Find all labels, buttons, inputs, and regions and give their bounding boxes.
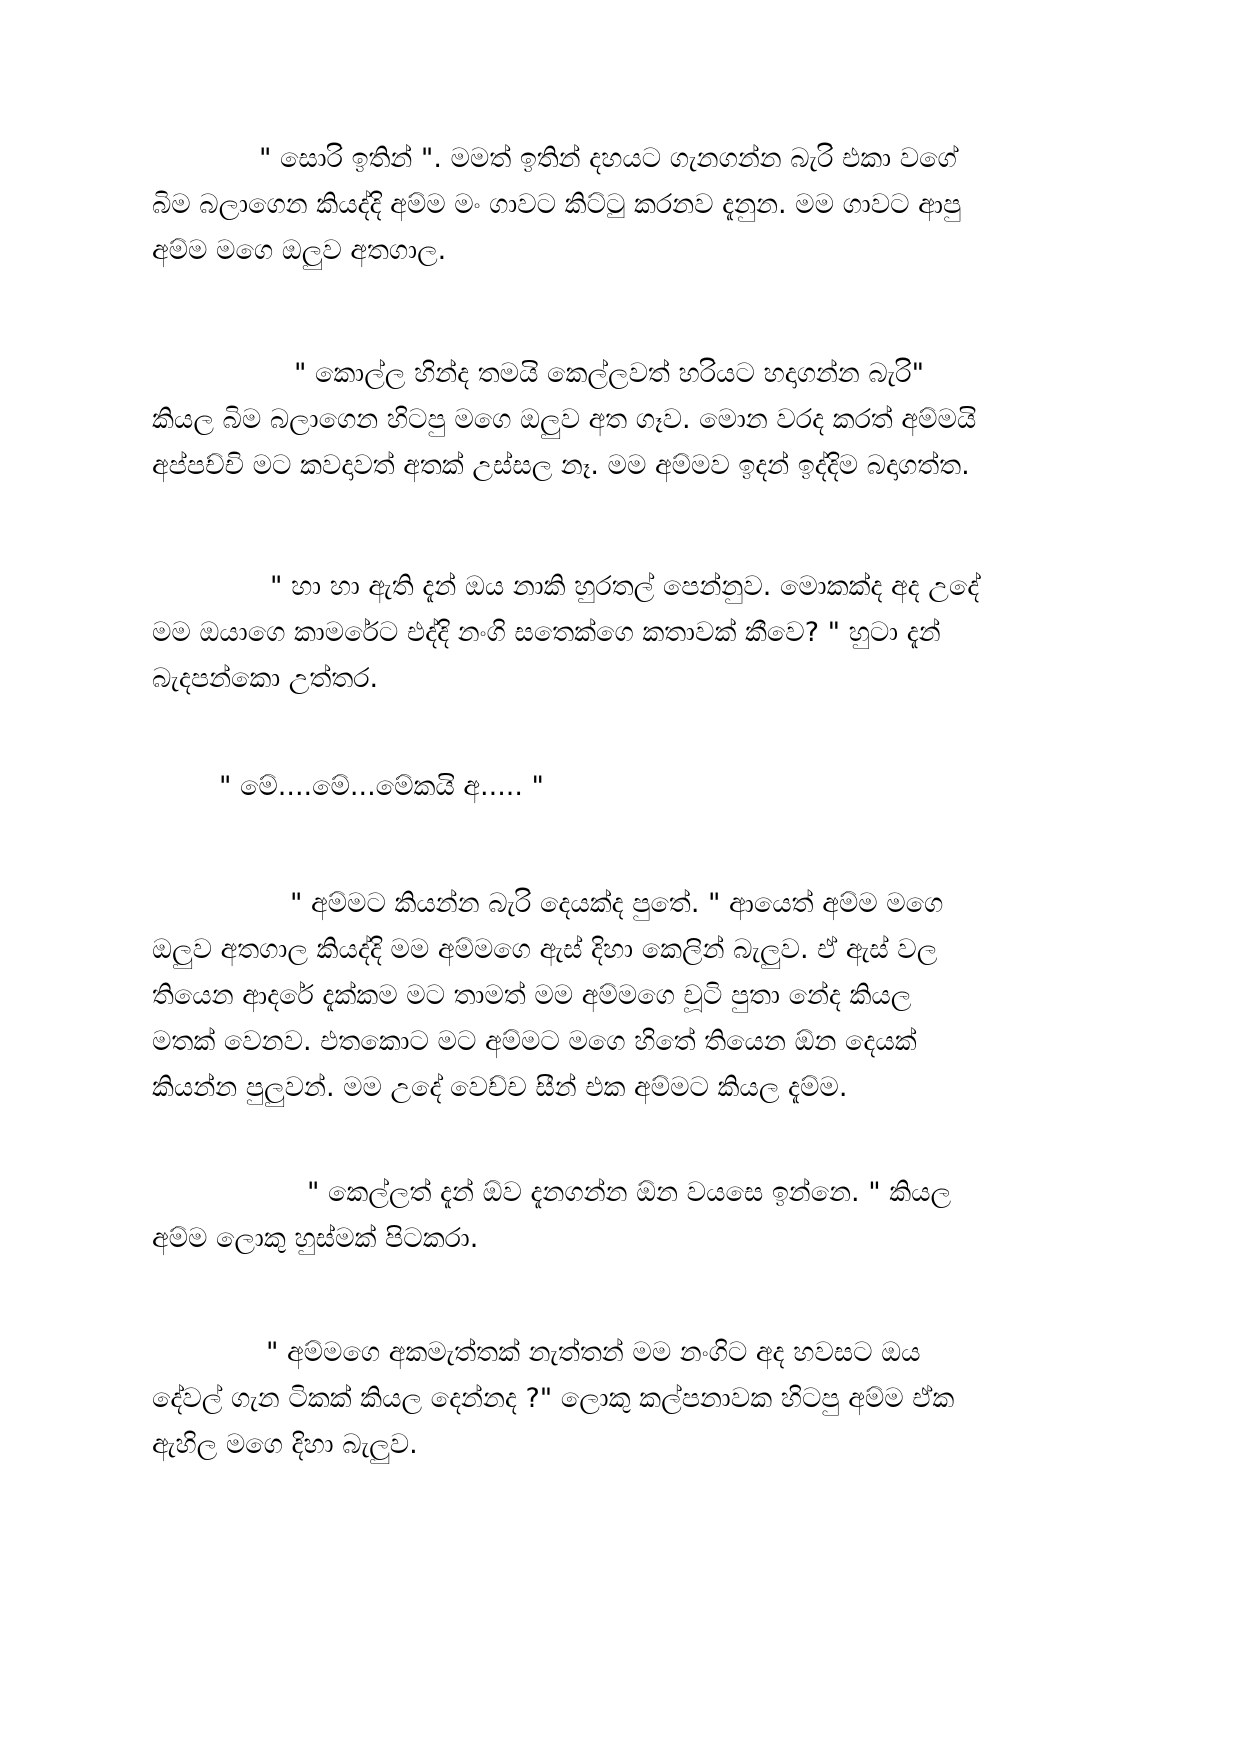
paragraph-2	[152, 351, 1092, 489]
text-line: අම්ම මගෙ ඔලුව අතගාල.	[152, 235, 447, 266]
text-line: මතක් වෙනව. එතකොට මට අම්මට මගෙ හිතේ තියෙන ඕන දෙයක්	[152, 1026, 917, 1057]
text-line: මම ඔයාගෙ කාමරේට එද්දි නංගි සතෙක්ගෙ කතාවක් කීවෙ? " හුටා දැන්	[152, 617, 941, 648]
text-line: අප්පච්චි මට කවදාවත් අතක් උස්සල නෑ. මම අම්මව ඉදන් ඉද්දිම බදාගත්ත.	[152, 450, 970, 481]
text-line: අම්ම ලොකු හුස්මක් පිටකරා.	[152, 1223, 479, 1254]
paragraph-1	[152, 136, 1092, 274]
text-line: බිම බලාගෙන කියද්දි අම්ම මං ගාවට කිට්ටු කරනව දැනුන. මම ගාවට ආපු	[152, 189, 962, 220]
text-line: දේවල් ගැන ටිකක් කියල දෙන්නද ?" ලොකු කල්පනාවක හිටපු අම්ම ඒක	[152, 1383, 955, 1414]
paragraph-7	[152, 1330, 1092, 1468]
paragraph-4	[152, 764, 1092, 810]
text-line: කියල බිම බලාගෙන හිටපු මගෙ ඔලුව අත ගෑව. මොන වරද කරත් අම්මයි	[152, 404, 977, 435]
text-line: " සොරි ඉතින් ". මමත් ඉතින් දහයට ගැනගන්න බැරි එකා වගේ	[259, 143, 957, 174]
text-line: " අම්මගෙ අකමැත්තක් නැත්තන් මම නංගිට අද හවසට ඔය	[266, 1337, 921, 1368]
text-line: " අම්මට කියන්න බැරි දෙයක්ද පුතේ. " ආයෙත් අම්ම මගෙ	[290, 888, 944, 919]
text-line: ඔලුව අතගාල කියද්දි මම අම්මගෙ ඇස් දිහා කෙලින් බැලුව. ඒ ඇස් වල	[152, 934, 938, 965]
text-line: " හා හා ඇති දැන් ඔය නාකි හුරතල් පෙන්නුව. මොකක්ද අද උදේ	[270, 571, 980, 602]
text-line: ඇහිල මගෙ දිහා බැලුව.	[152, 1429, 418, 1460]
text-line: " කොල්ල හින්ද තමයි කෙල්ලවත් හරියට හදාගන්න බැරි"	[294, 358, 924, 389]
text-line: " කෙල්ලත් දැන් ඕව දැනගන්න ඕන වයසෙ ඉන්නෙ. " කියල	[307, 1177, 952, 1208]
text-line: බැදපන්කො උත්තර.	[152, 663, 379, 694]
paragraph-5	[152, 881, 1092, 1111]
text-line: තියෙන ආදරේ දැක්කම මට තාමත් මම අම්මගෙ චූටි පුතා නේද කියල	[152, 980, 912, 1011]
paragraph-3	[152, 564, 1092, 702]
paragraph-6	[152, 1170, 1092, 1262]
text-line: කියන්න පුලුවන්. මම උදේ වෙච්ච සීන් එක අම්මට කියල දැම්ම.	[152, 1072, 848, 1103]
text-line: " මේ....මේ...මේකයි අ..... "	[219, 771, 544, 802]
